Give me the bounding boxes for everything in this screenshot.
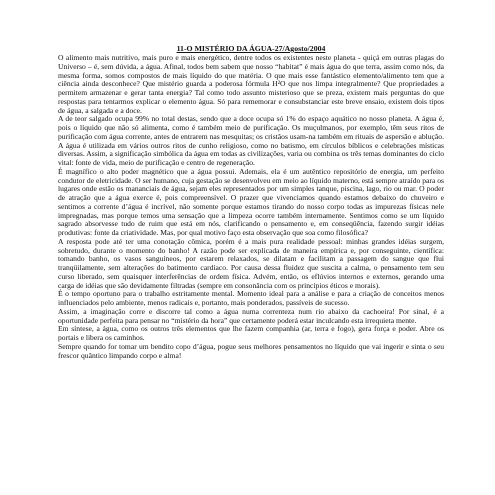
document-page	[58, 44, 444, 360]
paragraph-3: É magnífico o alto poder magnético que a água possui. Ademais, ela é um autêntico repositório de energia, um perfeito condutor de eletricidade. O ser humano, cuja gestação se desenvolveu em meio ao líquido materno, está sempre atraído para os lugares onde estão os mananciais de água, sejam eles representados por um simples tanque, piscina, lago, rio ou mar. O poder de atração que a água exerce é, pois compreensível. O prazer que vivenciamos quando estamos debaixo do chuveiro e sentimos a corrente d’água é incrível, não somente porque estamos tirando do nosso corpo todas as impurezas físicas nele impregnadas, mas porque temos uma sensação que a limpeza ocorre também internamente. Sentimos como se um líquido sagrado absorvesse tudo de ruim que está em nós, clarificando o pensamento e, em conseqüência, fazendo surgir idéias produtivas: fonte da criatividade. Mas, por qual motivo faço esta observação que soa como filosófica?	[58, 166, 444, 237]
paragraph-6: Assim, a imaginação corre e discorre tal como a água numa correnteza num rio abaixo da cachoeira! Por sinal, é a oportunidade perfeita para pensar no “mistério da hora” que certamente poderá estar inculcando esta irrequieta mente.	[58, 306, 444, 325]
paragraph-4: A resposta pode até ter uma conotação cômica, porém é a mais pura realidade pessoal: minhas grandes idéias surgem, sobretudo, durante o momento do banho! A razão pode ser explicada de maneira empírica e, por conseguinte, científica: tomando banho, os vasos sanguíneos, por estarem relaxados, se dilatam e facilitam a passagem do sangue que flui tranqüilamente, sem alterações do batimento cardíaco. Por causa dessa fluidez que suscita a calma, o pensamento tem seu curso liberado, sem quaisquer interferências de ordem física. Advém, então, os eflúvios internos e externos, gerando uma carga de idéias que são devidamente filtradas (sempre em consonância com os princípios éticos e morais).	[58, 236, 444, 290]
paragraph-8: Sempre quando for tomar um bendito copo d’água, pogue seus melhores pensamentos no líquido que vai ingerir e sinta o seu frescor quântico limpando corpo e alma!	[58, 341, 444, 360]
paragraph-1: O alimento mais nutritivo, mais puro e mais energético, dentre todos os existentes neste planeta - quiçá em outras plagas do Universo – é, sem dúvida, a água. Afinal, todos bem sabem que nosso “habitat” é mais água do que terra, assim como nós, da mesma forma, somos compostos de mais líquido do que matéria. O que mais esse fantástico elemento/alimento tem que a ciência ainda desconhece? Que mistério guarda a poderosa fórmula H²O que nos limpa integralmente? Que propriedades a permitem armazenar e gerar tanta energia? Tal como todo assunto misterioso que se preza, existem mais perguntas do que respostas para tentarmos explicar o elemento água. Só para rememorar e consubstanciar este breve ensaio, existem dois tipos de água, a salgada e a doce.	[58, 53, 444, 115]
paragraph-5: É o tempo oportuno para o trabalho estritamente mental. Momento ideal para a análise e para a criação de conceitos menos influenciados pelo ambiente, menos radicais e, portanto, mais ponderados, passíveis de sucesso.	[58, 289, 444, 307]
paragraph-2: A de teor salgado ocupa 99% no total destas, sendo que a doce ocupa só 1% do espaço aquático no nosso planeta. A água é, pois o líquido que não só alimenta, como é também meio de purificação. Os muçulmanos, por exemplo, têm seus ritos de purificação com água corrente, antes de entrarem nas mesquitas; os cristãos usam-na também em rituais de aspersão e ablução. A água é utilizada em vários outros ritos de cunho religioso, como no batismo, em círculos bíblicos e celebrações místicas diversas. Assim, a significação simbólica da água em todas as civilizações, varia ou combina os três temas dominantes do ciclo vital: fonte de vida, meio de purificação e centro de regeneração.	[58, 114, 444, 167]
document-title: 11-O MISTÉRIO DA ÁGUA-27/Agosto/2004	[176, 44, 326, 53]
paragraph-7: Em síntese, a água, como os outros três elementos que lhe fazem companhia (ar, terra e fogo), gera força e poder. Abre os portais e libera os caminhos.	[58, 324, 444, 342]
